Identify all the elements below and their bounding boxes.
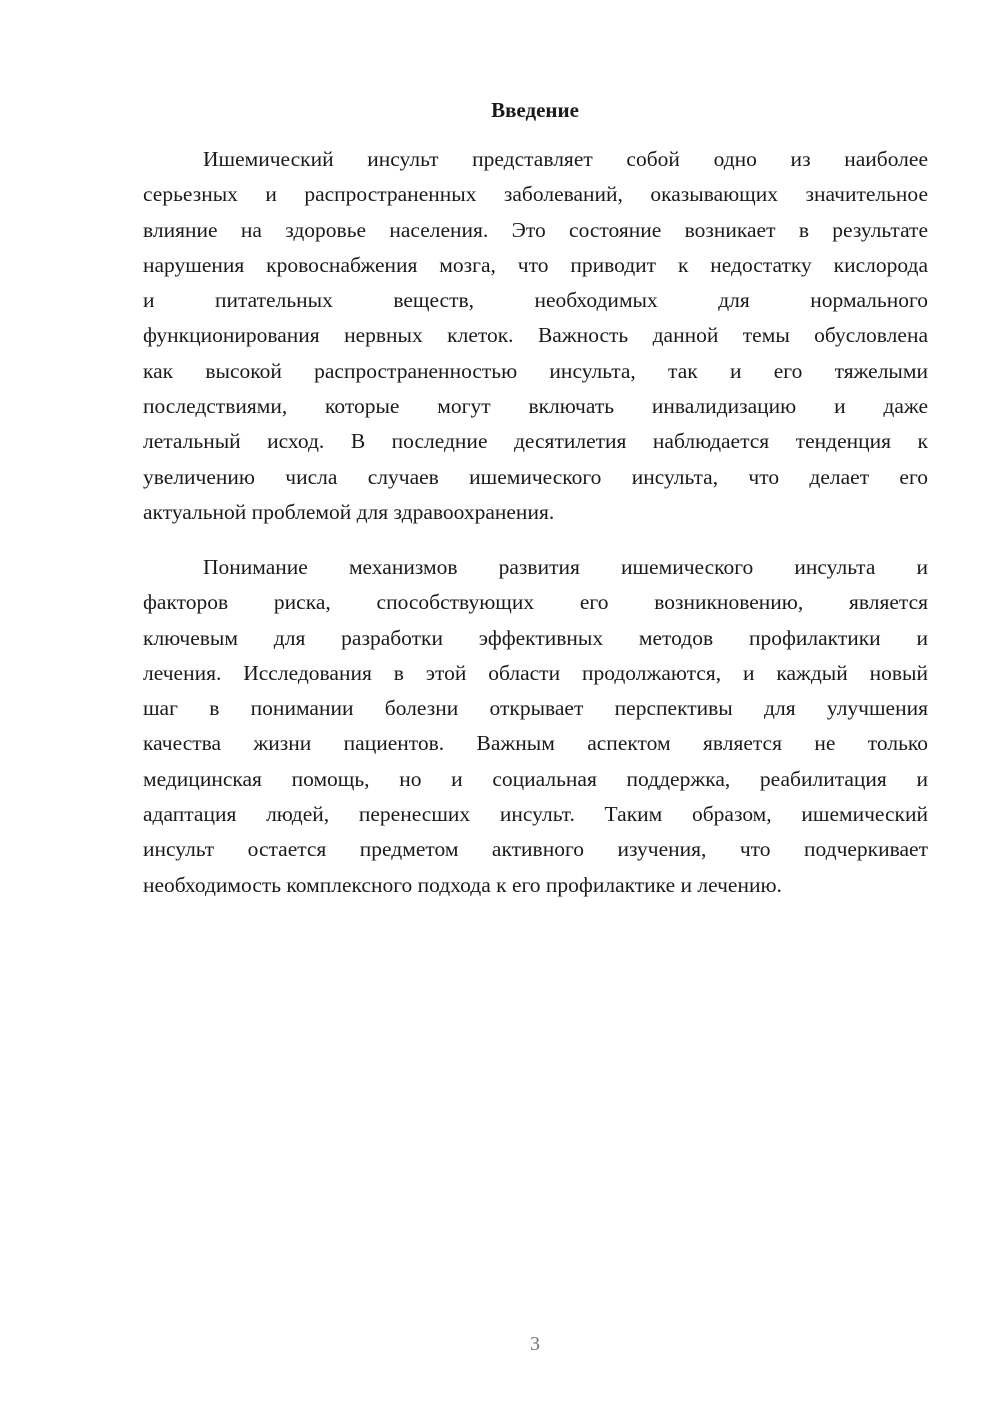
page-number: 3 — [530, 1333, 540, 1355]
text-line: нарушения кровоснабжения мозга, что приводит к недостатку кислорода — [143, 252, 928, 277]
text-line: Ишемический инсульт представляет собой одно из наиболее — [203, 147, 928, 171]
text-line: функционирования нервных клеток. Важность данной темы обусловлена — [143, 323, 928, 348]
text-line: лечения. Исследования в этой области продолжаются, и каждый новый — [143, 660, 928, 685]
text-line: последствиями, которые могут включать инвалидизацию и даже — [143, 394, 928, 419]
text-line: летальный исход. В последние десятилетия наблюдается тенденция к — [143, 429, 928, 454]
section-title: Введение — [491, 98, 579, 122]
text-line: влияние на здоровье населения. Это состояние возникает в результате — [143, 217, 928, 242]
text-line: ключевым для разработки эффективных методов профилактики и — [143, 625, 928, 650]
text-line: качества жизни пациентов. Важным аспектом является не только — [143, 731, 928, 756]
text-line: серьезных и распространенных заболеваний, оказывающих значительное — [143, 182, 928, 207]
text-line: медицинская помощь, но и социальная поддержка, реабилитация и — [143, 766, 928, 791]
text-line: как высокой распространенностью инсульта, так и его тяжелыми — [143, 358, 928, 383]
text-line: увеличению числа случаев ишемического инсульта, что делает его — [143, 464, 928, 489]
text-line: факторов риска, способствующих его возникновению, является — [143, 590, 928, 615]
text-line: необходимость комплексного подхода к его профилактике и лечению. — [143, 872, 782, 897]
text-line: Понимание механизмов развития ишемического инсульта и — [203, 555, 928, 579]
text-line: шаг в понимании болезни открывает перспективы для улучшения — [143, 696, 928, 721]
text-line: инсульт остается предметом активного изучения, что подчеркивает — [143, 837, 928, 862]
paragraph-2 — [143, 550, 928, 903]
text-line: адаптация людей, перенесших инсульт. Таким образом, ишемический — [143, 802, 928, 827]
paragraph-1 — [143, 142, 928, 530]
text-line: актуальной проблемой для здравоохранения. — [143, 499, 555, 524]
text-line: и питательных веществ, необходимых для нормального — [143, 288, 928, 313]
